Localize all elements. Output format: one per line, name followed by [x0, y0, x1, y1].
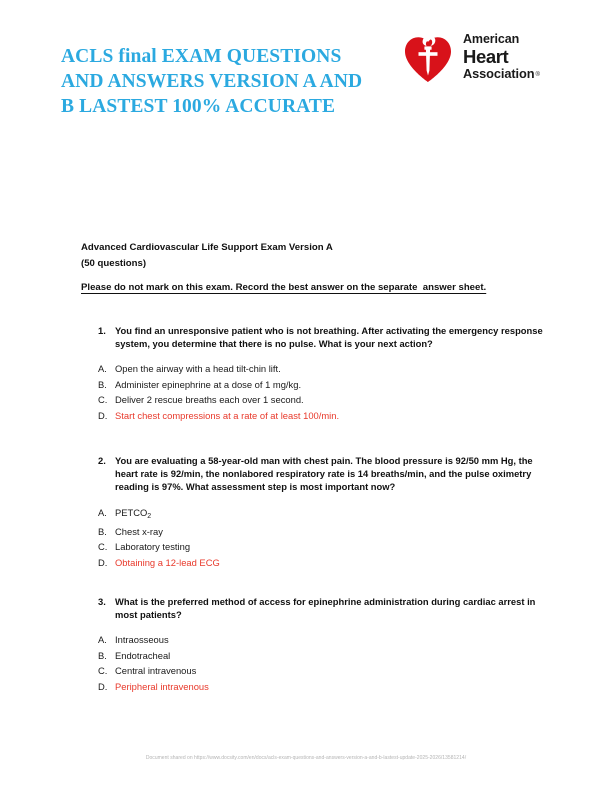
- aha-association-text: Association: [463, 66, 535, 82]
- question-body: You are evaluating a 58-year-old man with chest pain. The blood pressure is 92/50 mm Hg, the heart rate is 92/min, the nonlabored respiratory rate is 14 breaths/min, and the pulse oximetry reading is 97%. What assessment step is most important now?: [115, 455, 533, 493]
- question-text: [98, 324, 550, 350]
- question-text: [98, 454, 550, 494]
- answer-letter: C.: [98, 541, 108, 553]
- page-title-line-3: B LASTEST 100% ACCURATE: [61, 96, 336, 117]
- aha-heart-torch-icon: [402, 30, 454, 84]
- answer-option-d-correct[interactable]: [98, 408, 550, 423]
- answer-option-c[interactable]: [98, 539, 550, 554]
- exam-name: Advanced Cardiovascular Life Support Exam Version A: [81, 242, 333, 253]
- american-heart-association-logo: [402, 27, 562, 87]
- answer-text: Endotracheal: [115, 649, 171, 661]
- answer-options: [98, 632, 550, 694]
- question-number: 2.: [98, 455, 106, 466]
- answer-letter: D.: [98, 680, 108, 692]
- answer-text-main: PETCO: [115, 506, 148, 518]
- answer-letter: D.: [98, 556, 108, 568]
- page-title-line-2: AND ANSWERS VERSION A AND: [61, 71, 363, 92]
- answer-letter: C.: [98, 394, 108, 406]
- answer-letter: D.: [98, 409, 108, 421]
- answer-text: Intraosseous: [115, 634, 169, 646]
- answer-text: Start chest compressions at a rate of at least 100/min.: [115, 409, 340, 421]
- aha-wordmark-heart: Heart: [463, 45, 509, 67]
- answer-option-b[interactable]: [98, 648, 550, 663]
- page-title: [61, 44, 391, 119]
- answer-option-a[interactable]: [98, 361, 550, 376]
- answer-letter: C.: [98, 665, 108, 677]
- aha-wordmark-american: American: [463, 32, 520, 47]
- answer-text: Peripheral intravenous: [115, 680, 209, 692]
- answer-letter: A.: [98, 363, 107, 375]
- answer-text: Central intravenous: [115, 665, 197, 677]
- answer-letter: A.: [98, 506, 107, 518]
- question-number: 1.: [98, 325, 106, 336]
- answer-text: Obtaining a 12-lead ECG: [115, 556, 220, 568]
- answer-option-d-correct[interactable]: [98, 555, 550, 570]
- answer-option-a[interactable]: [98, 632, 550, 647]
- answer-text-subscript: 2: [147, 512, 152, 520]
- answer-option-d-correct[interactable]: [98, 679, 550, 694]
- aha-wordmark-association: [463, 68, 540, 81]
- page-title-line-1: ACLS final EXAM QUESTIONS: [61, 46, 342, 67]
- question-block-3: [98, 595, 550, 694]
- question-text: [98, 595, 550, 621]
- answer-text: Deliver 2 rescue breaths each over 1 second.: [115, 394, 304, 406]
- exam-header: [81, 240, 541, 271]
- exam-instruction: Please do not mark on this exam. Record the best answer on the separate answer sheet.: [81, 282, 487, 293]
- answer-letter: B.: [98, 526, 107, 538]
- answer-option-b[interactable]: [98, 377, 550, 392]
- answer-text: Chest x-ray: [115, 526, 163, 538]
- answer-text: Administer epinephrine at a dose of 1 mg/kg.: [115, 378, 302, 390]
- answer-options: [98, 361, 550, 423]
- answer-text: [115, 507, 151, 518]
- aha-wordmark: [463, 33, 540, 81]
- registered-trademark-icon: ®: [535, 72, 540, 79]
- answer-text: Open the airway with a head tilt-chin lift.: [115, 363, 281, 375]
- answer-letter: B.: [98, 649, 107, 661]
- answer-letter: B.: [98, 378, 107, 390]
- answer-option-a[interactable]: [98, 505, 550, 524]
- exam-question-count: (50 questions): [81, 257, 147, 269]
- document-source-footer: Document shared on https://www.docsity.com/en/docs/acls-exam-questions-and-answers-version-a-and-b-lastest-update-2025-2026/13581214/: [145, 755, 467, 761]
- question-number: 3.: [98, 596, 106, 607]
- question-body: What is the preferred method of access for epinephrine administration during cardiac arrest in most patients?: [115, 596, 536, 621]
- answer-letter: A.: [98, 634, 107, 646]
- question-body: You find an unresponsive patient who is not breathing. After activating the emergency response system, you determine that there is no pulse. What is your next action?: [115, 325, 543, 350]
- answer-option-b[interactable]: [98, 524, 550, 539]
- answer-options: [98, 505, 550, 571]
- answer-option-c[interactable]: [98, 392, 550, 407]
- question-block-1: [98, 324, 550, 423]
- answer-text: Laboratory testing: [115, 541, 191, 553]
- answer-option-c[interactable]: [98, 663, 550, 678]
- question-block-2: [98, 454, 550, 570]
